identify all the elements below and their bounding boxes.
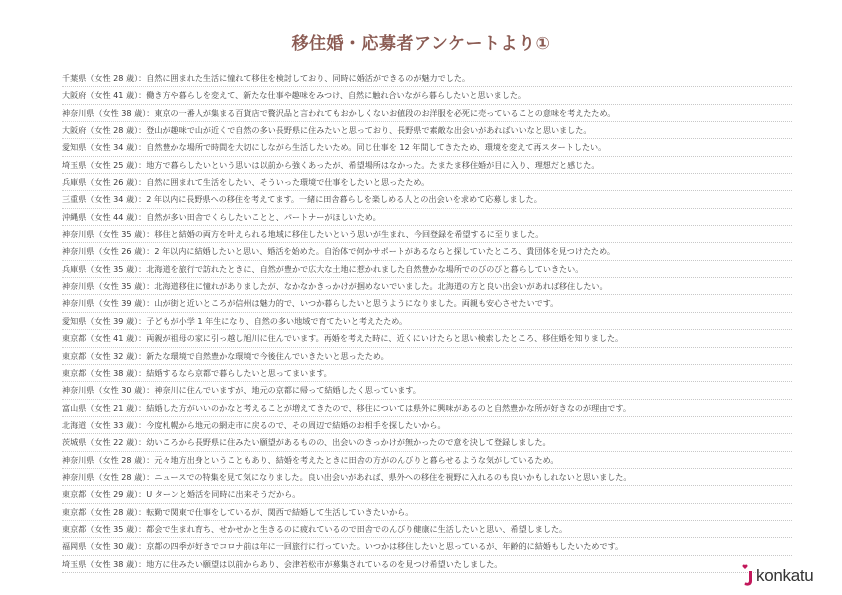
- respondent-label: 愛知県（女性 34 歳）: [62, 142, 139, 153]
- page-title: 移住婚・応募者アンケートより①: [291, 34, 551, 55]
- respondent-label: 神奈川県（女性 35 歳）: [62, 281, 147, 292]
- colon-separator: ：: [138, 194, 147, 205]
- survey-response-item: [62, 191, 792, 208]
- response-text: 子どもが小学 1 年生になり、自然の多い地域で育てたいと考えたため。: [146, 315, 408, 326]
- response-text: 地方で暮らしたいという思いは以前から強くあったが、希望場所はなかった。たまたま移住婚が目に入り、理想だと感じた。: [146, 159, 600, 170]
- response-text: 都会で生まれ育ち、せかせかと生きるのに疲れているので田舎でのんびり健康に生活したいと思い、希望しました。: [146, 523, 568, 534]
- response-text: 地方に住みたい願望は以前からあり、会津若松市が募集されているのを見つけ希望いたしました。: [146, 558, 503, 569]
- colon-separator: ：: [138, 523, 147, 534]
- survey-response-item: [62, 278, 792, 295]
- colon-separator: ：: [146, 298, 155, 309]
- survey-response-item: [62, 452, 792, 469]
- survey-response-item: [62, 504, 792, 521]
- respondent-label: 富山県（女性 21 歳）: [62, 402, 139, 413]
- respondent-label: 神奈川県（女性 35 歳）: [62, 229, 147, 240]
- colon-separator: ：: [138, 90, 147, 101]
- respondent-label: 東京都（女性 35 歳）: [62, 523, 139, 534]
- survey-response-item: [62, 365, 792, 382]
- respondent-label: 神奈川県（女性 39 歳）: [62, 298, 147, 309]
- respondent-label: 埼玉県（女性 25 歳）: [62, 159, 139, 170]
- respondent-label: 神奈川県（女性 26 歳）: [62, 246, 147, 257]
- survey-response-item: [62, 226, 792, 243]
- survey-response-item: [62, 313, 792, 330]
- response-text: 神奈川に住んでいますが、地元の京都に帰って結婚したく思っています。: [154, 385, 421, 396]
- j-heart-logo-icon: [742, 564, 754, 586]
- colon-separator: ：: [138, 142, 147, 153]
- survey-response-item: [62, 382, 792, 399]
- colon-separator: ：: [138, 315, 147, 326]
- response-text: 今度札幌から地元の網走市に戻るので、その周辺で結婚のお相手を探したいから。: [146, 419, 446, 430]
- colon-separator: ：: [138, 263, 147, 274]
- respondent-label: 神奈川県（女性 28 歳）: [62, 471, 147, 482]
- respondent-label: 東京都（女性 41 歳）: [62, 333, 139, 344]
- response-text: 自然豊かな場所で時間を大切にしながら生活したいため。同じ仕事を 12 年間してきたため、環境を変えて再スタートしたい。: [146, 142, 607, 153]
- colon-separator: ：: [146, 229, 155, 240]
- response-text: 両親が祖母の家に引っ越し旭川に住んでいます。再婚を考えた時に、近くにいけたらと思い検索したところ、移住婚を知りました。: [146, 333, 624, 344]
- response-text: 結婚した方がいいのかなと考えることが増えてきたので、移住については県外に興味があるのと自然豊かな所が好きなのが理由です。: [146, 402, 631, 413]
- konkatu-logo: [742, 560, 813, 586]
- survey-response-item: [62, 209, 792, 226]
- respondent-label: 大阪府（女性 41 歳）: [62, 90, 139, 101]
- response-text: 働き方や暮らしを変えて、新たな仕事や趣味をみつけ、自然に触れ合いながら暮らしたいと思いました。: [146, 90, 527, 101]
- response-text: 結婚するなら京都で暮らしたいと思ってまいます。: [146, 367, 332, 378]
- survey-response-item: [62, 486, 792, 503]
- response-text: U ターンと婚活を同時に出来そうだから。: [146, 489, 301, 500]
- respondent-label: 神奈川県（女性 28 歳）: [62, 454, 147, 465]
- respondent-label: 大阪府（女性 28 歳）: [62, 125, 139, 136]
- survey-response-item: [62, 243, 792, 260]
- respondent-label: 東京都（女性 32 歳）: [62, 350, 139, 361]
- colon-separator: ：: [146, 107, 155, 118]
- response-text: 2 年以内に結婚したいと思い、婚活を始めた。自治体で何かサポートがあるならと探していたところ、貴団体を見つけたため。: [154, 246, 616, 257]
- respondent-label: 福岡県（女性 30 歳）: [62, 541, 139, 552]
- colon-separator: ：: [138, 73, 147, 83]
- survey-response-item: [62, 469, 792, 486]
- colon-separator: ：: [138, 159, 147, 170]
- response-text: 京都の四季が好きでコロナ前は年に一回旅行に行っていた。いつかは移住したいと思っているが、年齢的に結婚もしたいためです。: [146, 541, 624, 552]
- survey-response-item: [62, 521, 792, 538]
- survey-response-item: [62, 556, 792, 573]
- response-text: 自然が多い田舎でくらしたいことと、パートナーがほしいため。: [146, 211, 381, 222]
- survey-response-item: [62, 348, 792, 365]
- colon-separator: ：: [146, 454, 155, 465]
- response-text: 2 年以内に長野県への移住を考えてます。一緒に田舎暮らしを楽しめる人との出会いを求めて応募しました。: [146, 194, 542, 205]
- respondent-label: 東京都（女性 38 歳）: [62, 367, 139, 378]
- survey-response-item: [62, 174, 792, 191]
- colon-separator: ：: [138, 177, 147, 188]
- colon-separator: ：: [138, 211, 147, 222]
- response-text: 自然に囲まれた生活に憧れて移住を検討しており、同時に婚活ができるのが魅力でした。: [146, 73, 471, 83]
- response-text: 幼いころから長野県に住みたい願望があるものの、出会いのきっかけが無かったので意を決して登録しました。: [146, 437, 551, 448]
- respondent-label: 東京都（女性 29 歳）: [62, 489, 139, 500]
- colon-separator: ：: [146, 471, 155, 482]
- colon-separator: ：: [138, 489, 147, 500]
- response-text: 山が街と近いところが信州は魅力的で、いつか暮らしたいと思うようになりました。両親も安心させたいです。: [154, 298, 559, 309]
- colon-separator: ：: [138, 437, 147, 448]
- response-text: 北海道を旅行で訪れたときに、自然が豊かで広大な土地に惹かれました自然豊かな場所でのびのびと暮らしていきたい。: [146, 263, 584, 274]
- survey-response-item: [62, 105, 792, 122]
- survey-response-item: [62, 87, 792, 104]
- colon-separator: ：: [138, 367, 147, 378]
- response-text: 東京の一番人が集まる百貨店で贅沢品と言われてもおかしくないお値段のお洋服を必死に売っていることの意味を考えたため。: [154, 107, 616, 118]
- response-text: 移住と結婚の両方を叶えられる地域に移住したいという思いが生まれ、今回登録を希望するに至りました。: [154, 229, 544, 240]
- survey-response-item: [62, 434, 792, 451]
- logo-wordmark: konkatu: [756, 566, 814, 585]
- survey-response-item: [62, 157, 792, 174]
- response-text: ニュースでの特集を見て気になりました。良い出会いがあれば、県外への移住を視野に入れるのも良いかもしれないと思いました。: [154, 471, 632, 482]
- response-text: 新たな環境で自然豊かな環境で今後住んでいきたいと思ったため。: [146, 350, 389, 361]
- colon-separator: ：: [146, 246, 155, 257]
- respondent-label: 兵庫県（女性 35 歳）: [62, 263, 139, 274]
- respondent-label: 神奈川県（女性 38 歳）: [62, 107, 147, 118]
- colon-separator: ：: [138, 402, 147, 413]
- colon-separator: ：: [146, 281, 155, 292]
- respondent-label: 茨城県（女性 22 歳）: [62, 437, 139, 448]
- colon-separator: ：: [146, 385, 155, 396]
- survey-response-item: [62, 295, 792, 312]
- colon-separator: ：: [138, 558, 147, 569]
- respondent-label: 埼玉県（女性 38 歳）: [62, 558, 139, 569]
- respondent-label: 愛知県（女性 39 歳）: [62, 315, 139, 326]
- survey-response-item: [62, 261, 792, 278]
- response-text: 転勤で関東で仕事をしているが、関西で結婚して生活していきたいから。: [146, 506, 414, 517]
- respondent-label: 北海道（女性 33 歳）: [62, 419, 139, 430]
- survey-response-item: [62, 70, 792, 87]
- respondent-label: 兵庫県（女性 26 歳）: [62, 177, 139, 188]
- survey-response-item: [62, 330, 792, 347]
- response-text: 元々地方出身ということもあり、結婚を考えたときに田舎の方がのんびりと暮らせるような気がしているため。: [154, 454, 559, 465]
- survey-response-item: [62, 122, 792, 139]
- survey-response-item: [62, 538, 792, 555]
- response-text: 登山が趣味で山が近くで自然の多い長野県に住みたいと思っており、長野県で素敵な出会いがあればいいなと思いました。: [146, 125, 592, 136]
- colon-separator: ：: [138, 125, 147, 136]
- colon-separator: ：: [138, 541, 147, 552]
- respondent-label: 沖縄県（女性 44 歳）: [62, 211, 139, 222]
- respondent-label: 神奈川県（女性 30 歳）: [62, 385, 147, 396]
- survey-response-item: [62, 417, 792, 434]
- colon-separator: ：: [138, 350, 147, 361]
- respondent-label: 東京都（女性 28 歳）: [62, 506, 139, 517]
- survey-response-list: [62, 70, 792, 573]
- colon-separator: ：: [138, 419, 147, 430]
- survey-response-item: [62, 139, 792, 156]
- colon-separator: ：: [138, 506, 147, 517]
- survey-response-item: [62, 400, 792, 417]
- respondent-label: 三重県（女性 34 歳）: [62, 194, 139, 205]
- respondent-label: 千葉県（女性 28 歳）: [62, 73, 139, 83]
- response-text: 自然に囲まれて生活をしたい、そういった環境で仕事をしたいと思ったため。: [146, 177, 430, 188]
- colon-separator: ：: [138, 333, 147, 344]
- response-text: 北海道移住に憧れがありましたが、なかなかきっかけが掴めないでいました。北海道の方と良い出会いがあれば移住したい。: [154, 281, 608, 292]
